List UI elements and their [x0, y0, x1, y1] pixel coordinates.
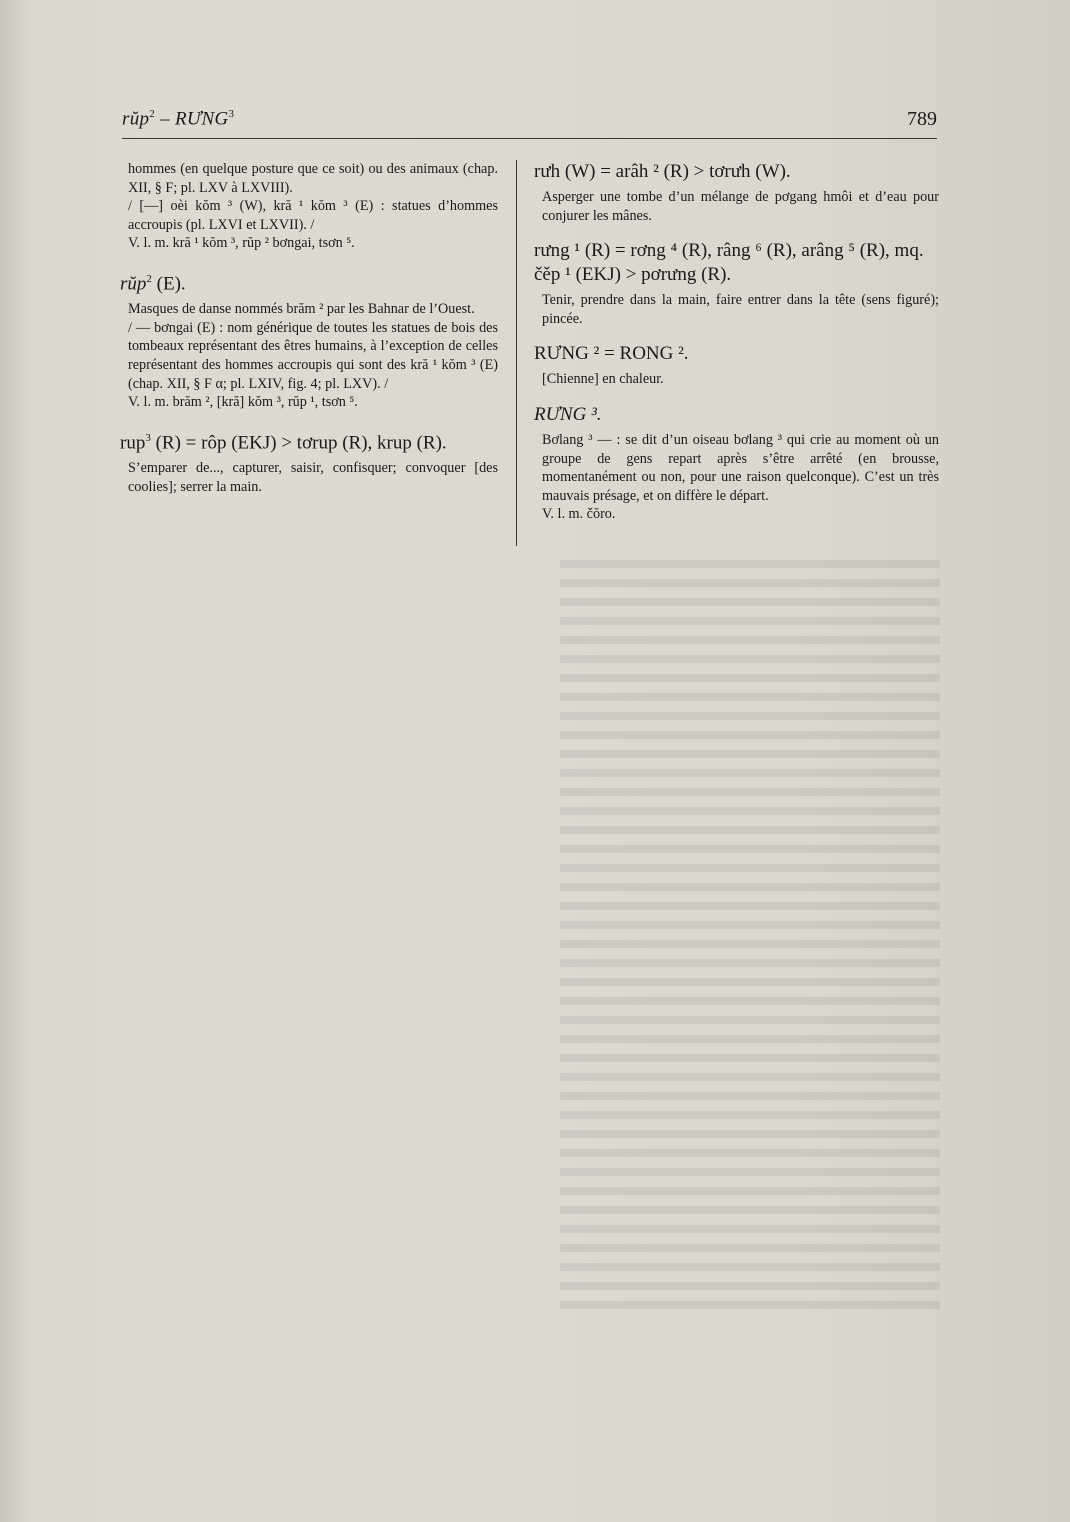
- definition: Bơlang ³ — : se dit d’un oiseau bơlang ³ qui crie au moment où un groupe de gens repart après s’être arrêté (en brousse, momentanément ou non, pour une raison quelconque). C’est un très mauvais présage, et on diffère le départ.: [542, 431, 939, 504]
- entry-headword: rup$^3$ (R) = rôp (EKJ) > tơrup (R), krup (R).: [120, 431, 447, 454]
- variant-note: V. l. m. brăm ², [kră] kŏm ³, rŭp ¹, tsơn ⁵.: [128, 394, 358, 411]
- continuation-line: hommes (en quelque posture que ce soit) ou des animaux (chap. XII, § F; pl. LXV à LXVIII).: [128, 161, 498, 196]
- entry-body: [534, 291, 939, 328]
- header-entry-range: rŭp$^2$ – RƯNG$^3$: [122, 108, 235, 130]
- entry-body: [534, 370, 939, 389]
- bleed-through-text: [560, 560, 940, 1320]
- subentry: / — bơngai (E) : nom générique de toutes les statues de bois des tombeaux représentant des êtres humains, à l’exception de celles représentant des hommes accroupis qui sont des kră ¹ kŏm ³ (E) (chap. XII, § F α; pl. LXIV, fig. 4; pl. LXV). /: [128, 319, 498, 392]
- column-divider: [516, 160, 517, 546]
- definition: S’emparer de..., capturer, saisir, confisquer; convoquer [des coolies]; serrer la main.: [128, 460, 498, 495]
- running-header: [122, 106, 937, 138]
- left-column: [120, 160, 498, 496]
- continuation-line: / [—] oèi kŏm ³ (W), kră ¹ kŏm ³ (E) : statues d’hommes accroupis (pl. LXVI et LXVII). /: [128, 198, 498, 233]
- right-column: [534, 160, 939, 524]
- definition: Asperger une tombe d’un mélange de pơgang hmôi et d’eau pour conjurer les mânes.: [542, 189, 939, 224]
- entry-headword: rưng ¹ (R) = rơng ⁴ (R), râng ⁶ (R), arâng ⁵ (R), mq. čěp ¹ (EKJ) > pơrưng (R).: [534, 240, 924, 286]
- definition: Tenir, prendre dans la main, faire entrer dans la tête (sens figuré); pincée.: [542, 292, 939, 327]
- variant-note: V. l. m. čŏro.: [542, 506, 616, 523]
- entry-body: [534, 431, 939, 524]
- definition: Masques de danse nommés brăm ² par les Bahnar de l’Ouest.: [128, 301, 475, 318]
- entry-body: [120, 459, 498, 496]
- entry-headword: rưh (W) = arâh ² (R) > tơrưh (W).: [534, 161, 791, 182]
- header-rule: [122, 138, 937, 139]
- entry-headword: RƯNG ³.: [534, 403, 602, 425]
- entry-body: [120, 300, 498, 412]
- continuation-block: [120, 160, 498, 253]
- definition: [Chienne] en chaleur.: [542, 371, 664, 388]
- variant-note: V. l. m. kră ¹ kŏm ³, rŭp ² bơngai, tsơn ⁵.: [128, 235, 355, 252]
- entry-headword: rŭp$^2$ (E).: [120, 272, 186, 295]
- entry-body: [534, 188, 939, 225]
- entry-headword: RƯNG ² = RONG ².: [534, 343, 689, 365]
- page-number: 789: [907, 108, 937, 130]
